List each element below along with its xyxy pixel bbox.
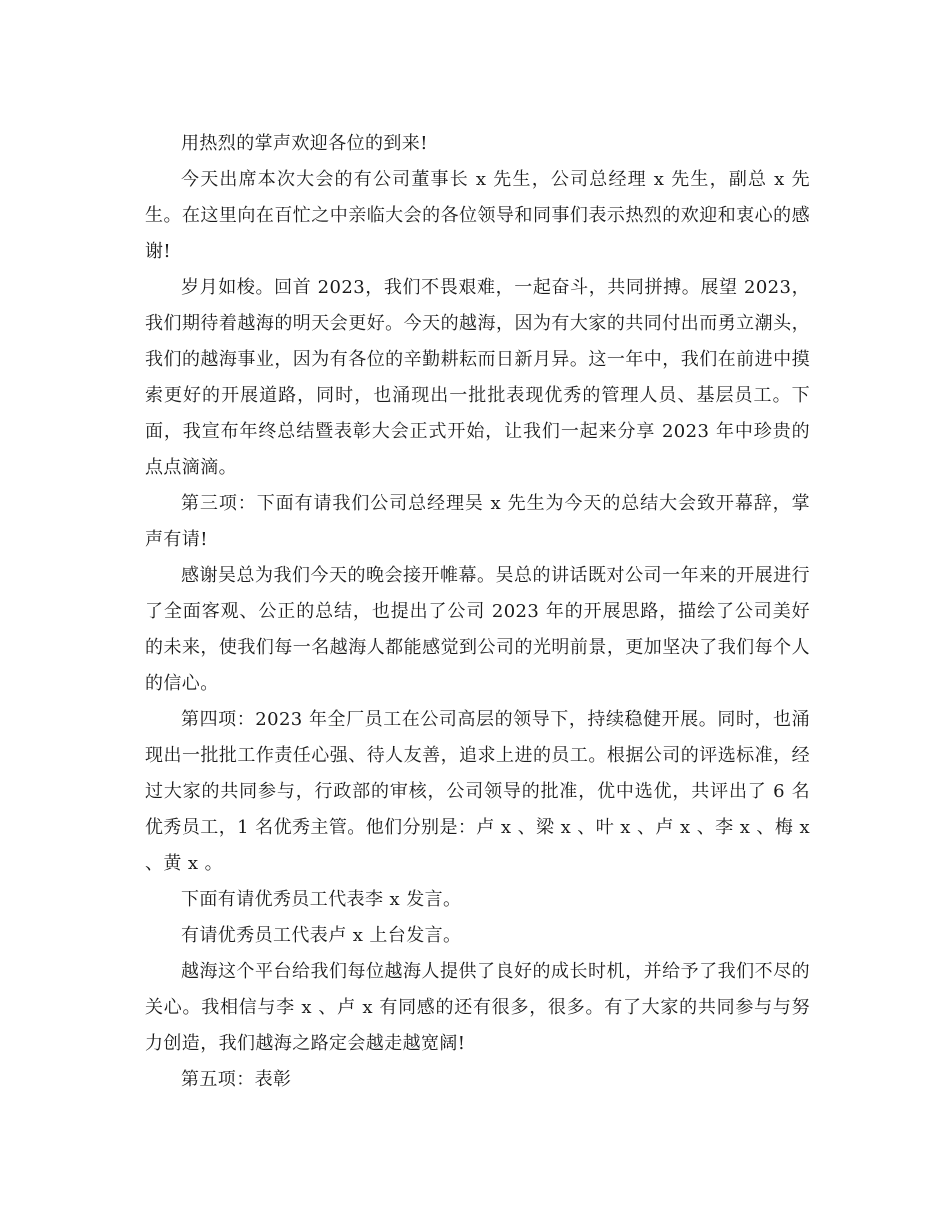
paragraph-item-three: 第三项：下面有请我们公司总经理吴 x 先生为今天的总结大会致开幕辞，掌声有请! (145, 493, 810, 550)
paragraph-attendees: 今天出席本次大会的有公司董事长 x 先生，公司总经理 x 先生，副总 x 先生。在这里向在百忙之中亲临大会的各位领导和同事们表示热烈的欢迎和衷心的感谢! (145, 169, 810, 262)
paragraph-item-five: 第五项：表彰 (181, 1069, 292, 1090)
paragraph-year-review: 岁月如梭。回首 2023，我们不畏艰难，一起奋斗，共同拼搏。展望 2023，我们期待着越海的明天会更好。今天的越海，因为有大家的共同付出而勇立潮头，我们的越海事业，因为有各位的辛勤耕耘而日新月异。这一年中，我们在前进中摸索更好的开展道路，同时，也涌现出一批批表现优秀的管理人员、基层员工。下面，我宣布年终总结暨表彰大会正式开始，让我们一起来分享 2023 年中珍贵的点点滴滴。 (145, 277, 810, 478)
paragraph-speaker-lu: 有请优秀员工代表卢 x 上台发言。 (181, 925, 462, 946)
paragraph-item-four: 第四项：2023 年全厂员工在公司高层的领导下，持续稳健开展。同时，也涌现出一批批工作责任心强、待人友善，追求上进的员工。根据公司的评选标准，经过大家的共同参与，行政部的审核，公司领导的批准，优中选优，共评出了 6 名优秀员工，1 名优秀主管。他们分别是：卢 x 、梁 x 、叶 x 、卢 x 、李 x 、梅 x 、黄 x 。 (145, 709, 810, 874)
document-body (145, 126, 810, 1098)
paragraph-thanks-speech: 感谢吴总为我们今天的晚会接开帷幕。吴总的讲话既对公司一年来的开展进行了全面客观、公正的总结，也提出了公司 2023 年的开展思路，描绘了公司美好的未来，使我们每一名越海人都能感觉到公司的光明前景，更加坚决了我们每个人的信心。 (145, 565, 810, 694)
paragraph-speaker-li: 下面有请优秀员工代表李 x 发言。 (181, 889, 462, 910)
paragraph-platform: 越海这个平台给我们每位越海人提供了良好的成长时机，并给予了我们不尽的关心。我相信与李 x 、卢 x 有同感的还有很多，很多。有了大家的共同参与与努力创造，我们越海之路定会越走越宽阔! (145, 961, 810, 1054)
paragraph-welcome: 用热烈的掌声欢迎各位的到来! (181, 133, 428, 154)
